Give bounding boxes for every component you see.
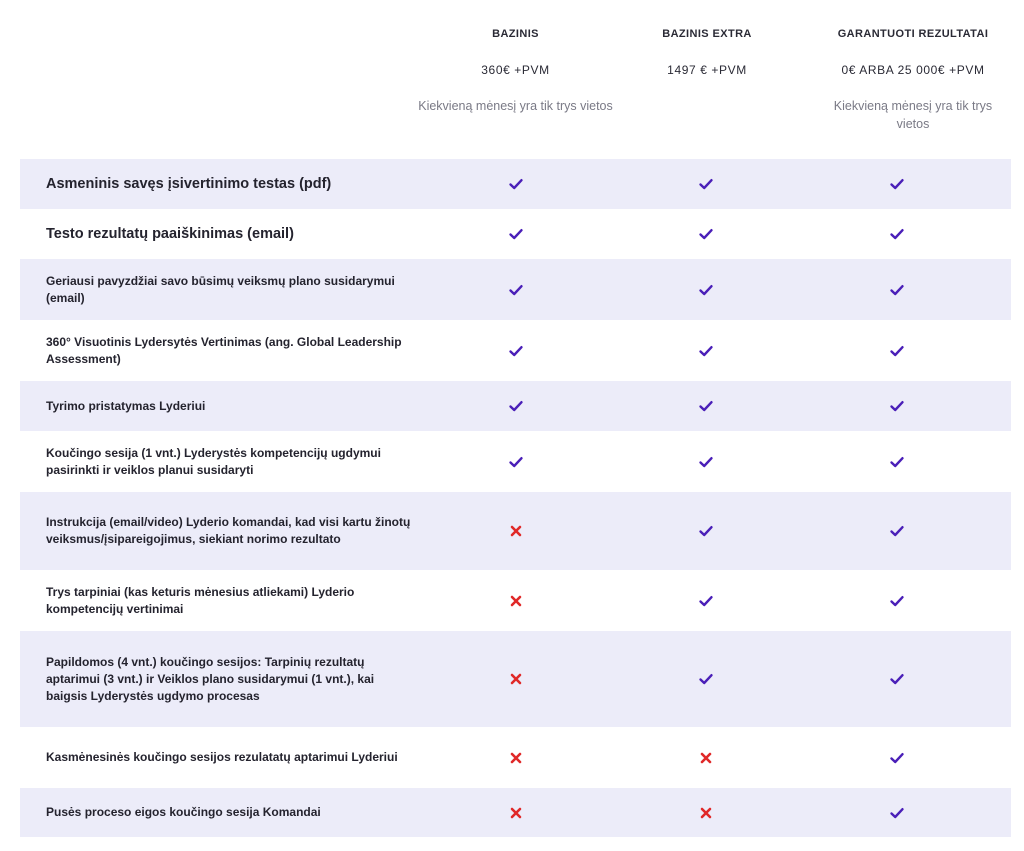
cross-icon (496, 492, 536, 570)
check-icon (686, 209, 726, 259)
cross-icon (496, 727, 536, 788)
feature-row (20, 727, 1011, 788)
feature-row (20, 788, 1011, 837)
cross-icon (496, 631, 536, 727)
check-icon (877, 209, 917, 259)
check-icon (877, 788, 917, 837)
feature-row (20, 159, 1011, 209)
feature-row (20, 431, 1011, 492)
feature-label: Pusės proceso eigos koučingo sesija Komandai (46, 805, 321, 819)
feature-label: Papildomos (4 vnt.) koučingo sesijos: Tarpinių rezultatų aptarimui (3 vnt.) ir Veiklos plano susidarymui (1 vnt.), kai baigsis Lyderystės ugdymo procesas (46, 654, 375, 703)
check-icon (686, 320, 726, 381)
feature-comparison-table (20, 159, 1011, 837)
feature-row (20, 209, 1011, 259)
plan-name: BAZINIS EXTRA (662, 28, 752, 40)
feature-row (20, 259, 1011, 320)
check-icon (877, 259, 917, 320)
cross-icon (496, 788, 536, 837)
check-icon (686, 631, 726, 727)
feature-label: Koučingo sesija (1 vnt.) Lyderystės kompetencijų ugdymui pasirinkti ir veiklos planui susidaryti (46, 445, 381, 477)
cross-icon (496, 570, 536, 631)
check-icon (496, 259, 536, 320)
check-icon (877, 492, 917, 570)
feature-label: 360° Visuotinis Lydersytės Vertinimas (ang. Global Leadership Assessment) (46, 334, 402, 366)
check-icon (877, 381, 917, 431)
plan-name: BAZINIS (492, 28, 539, 40)
feature-label: Geriausi pavyzdžiai savo būsimų veiksmų plano susidarymui (email) (46, 273, 395, 305)
check-icon (496, 209, 536, 259)
check-icon (686, 381, 726, 431)
cross-icon (686, 727, 726, 788)
check-icon (686, 259, 726, 320)
feature-row (20, 320, 1011, 381)
check-icon (496, 159, 536, 209)
feature-row (20, 570, 1011, 631)
plan-price: 360€ +PVM (481, 63, 550, 77)
check-icon (877, 727, 917, 788)
cross-icon (686, 788, 726, 837)
check-icon (686, 570, 726, 631)
feature-label: Kasmėnesinės koučingo sesijos rezulatatų aptarimui Lyderiui (46, 750, 398, 764)
feature-row (20, 492, 1011, 570)
feature-row (20, 381, 1011, 431)
check-icon (686, 159, 726, 209)
check-icon (877, 159, 917, 209)
plan-name: GARANTUOTI REZULTATAI (837, 28, 989, 40)
check-icon (686, 431, 726, 492)
feature-label: Asmeninis savęs įsivertinimo testas (pdf) (46, 175, 332, 192)
check-icon (877, 431, 917, 492)
check-icon (877, 631, 917, 727)
check-icon (496, 381, 536, 431)
check-icon (877, 320, 917, 381)
check-icon (496, 320, 536, 381)
feature-label: Trys tarpiniai (kas keturis mėnesius atliekami) Lyderio kompetencijų vertinimai (46, 584, 355, 616)
check-icon (686, 492, 726, 570)
check-icon (877, 570, 917, 631)
plan-price: 0€ ARBA 25 000€ +PVM (841, 63, 985, 77)
plan-price: 1497 € +PVM (667, 63, 747, 77)
feature-label: Testo rezultatų paaiškinimas (email) (46, 225, 294, 242)
feature-label: Tyrimo pristatymas Lyderiui (46, 398, 206, 413)
check-icon (496, 431, 536, 492)
plan-note: Kiekvieną mėnesį yra tik trys vietos (418, 99, 613, 113)
feature-label: Instrukcija (email/video) Lyderio komandai, kad visi kartu žinotų veiksmus/įsipareigojimus, siekiant norimo rezultato (46, 515, 411, 546)
feature-row (20, 631, 1011, 727)
pricing-header (0, 0, 1024, 160)
plan-note: Kiekvieną mėnesį yra tik trys vietos (833, 99, 993, 131)
